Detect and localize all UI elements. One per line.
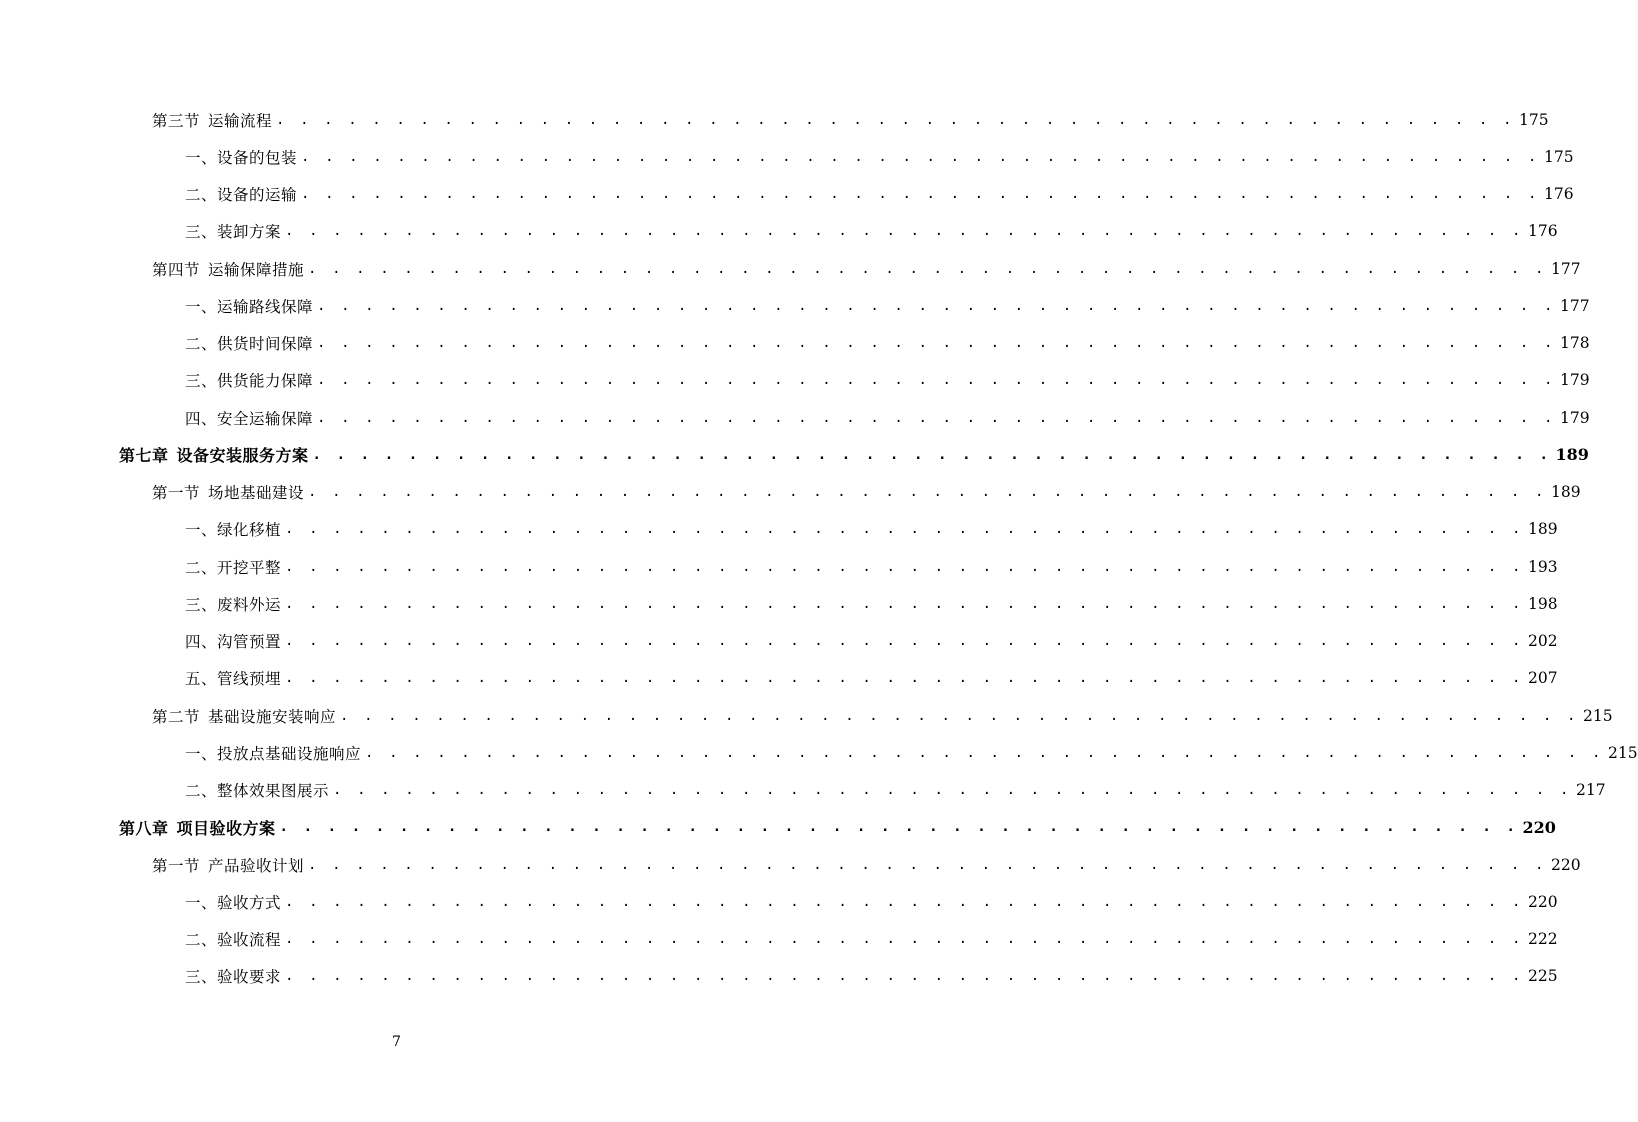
toc-entry-title xyxy=(185,369,313,391)
toc-dot-leader: . . . . . . . . . . . . . . . . . . . . . . . . . . . . . . . . . . . . . . . . . . . . . . . . . . . . xyxy=(312,446,1552,463)
toc-entry[interactable] xyxy=(0,138,1574,175)
toc-entry-label: 第七章 xyxy=(119,446,169,466)
toc-entry-text: 二、验收流程 xyxy=(185,931,282,950)
toc-entry-text: 二、供货时间保障 xyxy=(185,335,314,354)
toc-page-number: 176 xyxy=(1527,222,1558,241)
toc-entry[interactable] xyxy=(0,846,1581,883)
toc-dot-leader: . . . . . . . . . . . . . . . . . . . . . . . . . . . . . . . . . . . . . . . . . . . . . . . . . . . . xyxy=(317,372,1556,389)
toc-entry[interactable] xyxy=(0,436,1589,473)
toc-dot-leader: . . . . . . . . . . . . . . . . . . . . . . . . . . . . . . . . . . . . . . . . . . . . . . . . . . . . xyxy=(285,893,1524,910)
toc-entry[interactable] xyxy=(0,623,1558,660)
toc-entry[interactable] xyxy=(0,213,1558,250)
toc-entry-text: 三、废料外运 xyxy=(185,595,282,614)
toc-entry-text: 四、安全运输保障 xyxy=(185,409,314,428)
toc-entry[interactable] xyxy=(0,101,1549,138)
toc-entry-text: 二、开挖平整 xyxy=(185,558,282,577)
toc-page-number: 189 xyxy=(1551,483,1581,502)
toc-page-number: 189 xyxy=(1527,520,1558,539)
toc-page-number: 193 xyxy=(1527,557,1558,576)
toc-entry-title xyxy=(185,742,361,764)
toc-dot-leader: . . . . . . . . . . . . . . . . . . . . . . . . . . . . . . . . . . . . . . . . . . . . . . . . . . . . xyxy=(333,782,1572,799)
toc-page-number: 179 xyxy=(1559,371,1590,390)
toc-entry-text: 运输流程 xyxy=(208,111,273,130)
toc-entry-text: 一、设备的包装 xyxy=(185,148,298,167)
toc-entry[interactable] xyxy=(0,585,1558,622)
toc-entry-title xyxy=(185,891,281,913)
toc-entry-title xyxy=(185,965,281,987)
toc-dot-leader: . . . . . . . . . . . . . . . . . . . . . . . . . . . . . . . . . . . . . . . . . . . . . . . . . . . . xyxy=(365,744,1604,761)
toc-entry-text: 设备安装服务方案 xyxy=(176,446,309,466)
toc-dot-leader: . . . . . . . . . . . . . . . . . . . . . . . . . . . . . . . . . . . . . . . . . . . . . . . . . . . . xyxy=(285,968,1524,985)
toc-dot-leader: . . . . . . . . . . . . . . . . . . . . . . . . . . . . . . . . . . . . . . . . . . . . . . . . . . . . xyxy=(317,335,1556,352)
toc-entry[interactable] xyxy=(0,548,1558,585)
toc-entry[interactable] xyxy=(0,287,1590,324)
toc-entry-label: 第八章 xyxy=(119,818,169,838)
toc-dot-leader: . . . . . . . . . . . . . . . . . . . . . . . . . . . . . . . . . . . . . . . . . . . . . . . . . . . . xyxy=(285,595,1524,612)
toc-entry[interactable] xyxy=(0,921,1558,958)
toc-page-number: 198 xyxy=(1527,594,1558,613)
toc-entry-title xyxy=(152,258,304,280)
toc-page-number: 207 xyxy=(1527,669,1558,688)
toc-entry-title xyxy=(185,518,281,540)
toc-page-number: 177 xyxy=(1559,296,1590,315)
toc-dot-leader: . . . . . . . . . . . . . . . . . . . . . . . . . . . . . . . . . . . . . . . . . . . . . . . . . . . . xyxy=(301,186,1540,203)
page-number: 7 xyxy=(392,1034,401,1050)
toc-dot-leader: . . . . . . . . . . . . . . . . . . . . . . . . . . . . . . . . . . . . . . . . . . . . . . . . . . . . xyxy=(285,670,1524,687)
toc-dot-leader: . . . . . . . . . . . . . . . . . . . . . . . . . . . . . . . . . . . . . . . . . . . . . . . . . . . . xyxy=(317,409,1556,426)
toc-entry-text: 项目验收方案 xyxy=(176,818,276,838)
toc-entry-title xyxy=(152,854,304,876)
toc-entry-title xyxy=(185,183,297,205)
toc-dot-leader: . . . . . . . . . . . . . . . . . . . . . . . . . . . . . . . . . . . . . . . . . . . . . . . . . . . . xyxy=(285,521,1524,538)
toc-entry-text: 二、整体效果图展示 xyxy=(185,782,330,801)
toc-entry-text: 基础设施安装响应 xyxy=(208,707,337,726)
toc-entry-title xyxy=(185,220,281,242)
toc-entry-label: 第三节 xyxy=(152,111,201,130)
toc-dot-leader: . . . . . . . . . . . . . . . . . . . . . . . . . . . . . . . . . . . . . . . . . . . . . . . . . . . . xyxy=(276,111,1515,128)
toc-entry[interactable] xyxy=(0,883,1558,920)
toc-entry[interactable] xyxy=(0,697,1613,734)
toc-page-number: 225 xyxy=(1527,967,1558,986)
toc-entry[interactable] xyxy=(0,362,1590,399)
toc-page-number: 217 xyxy=(1575,781,1606,800)
toc-page-number: 220 xyxy=(1551,855,1581,874)
toc-page-number: 175 xyxy=(1519,110,1549,129)
toc-entry-title xyxy=(185,593,281,615)
toc-page-number: 177 xyxy=(1551,259,1581,278)
toc-entry-text: 三、验收要求 xyxy=(185,968,282,987)
toc-page-number: 220 xyxy=(1522,817,1556,837)
toc-dot-leader: . . . . . . . . . . . . . . . . . . . . . . . . . . . . . . . . . . . . . . . . . . . . . . . . . . . . xyxy=(308,260,1547,277)
toc-entry-title xyxy=(185,779,329,801)
toc-entry-text: 三、供货能力保障 xyxy=(185,372,314,391)
toc-entry[interactable] xyxy=(0,809,1556,846)
toc-page-number: 189 xyxy=(1555,445,1589,465)
toc-page-number: 176 xyxy=(1543,185,1574,204)
toc-dot-leader: . . . . . . . . . . . . . . . . . . . . . . . . . . . . . . . . . . . . . . . . . . . . . . . . . . . . xyxy=(301,148,1540,165)
toc-entry-text: 一、运输路线保障 xyxy=(185,297,314,316)
toc-page-number: 202 xyxy=(1527,632,1558,651)
toc-dot-leader: . . . . . . . . . . . . . . . . . . . . . . . . . . . . . . . . . . . . . . . . . . . . . . . . . . . . xyxy=(285,633,1524,650)
toc-page-number: 178 xyxy=(1559,334,1590,353)
toc-entry-title xyxy=(185,295,313,317)
toc-entry-title xyxy=(185,667,281,689)
toc-page-number: 220 xyxy=(1527,892,1558,911)
toc-entry-text: 产品验收计划 xyxy=(208,856,305,875)
toc-entry-text: 五、管线预埋 xyxy=(185,670,282,689)
toc-dot-leader: . . . . . . . . . . . . . . . . . . . . . . . . . . . . . . . . . . . . . . . . . . . . . . . . . . . . xyxy=(285,223,1524,240)
toc-entry-title xyxy=(152,705,336,727)
toc-entry[interactable] xyxy=(0,325,1590,362)
toc-dot-leader: . . . . . . . . . . . . . . . . . . . . . . . . . . . . . . . . . . . . . . . . . . . . . . . . . . . . xyxy=(308,856,1547,873)
toc-entry[interactable] xyxy=(0,511,1558,548)
toc-page-number: 222 xyxy=(1527,930,1558,949)
toc-entry-title xyxy=(152,481,304,503)
toc-entry[interactable] xyxy=(0,399,1590,436)
toc-entry-text: 运输保障措施 xyxy=(208,260,305,279)
toc-entry[interactable] xyxy=(0,176,1574,213)
toc-entry-title xyxy=(185,332,313,354)
toc-entry-title xyxy=(119,816,276,839)
toc-entry-text: 场地基础建设 xyxy=(208,484,305,503)
toc-entry-title xyxy=(119,443,309,466)
toc-entry-label: 第一节 xyxy=(152,484,201,503)
toc-entry[interactable] xyxy=(0,250,1581,287)
toc-page-number: 215 xyxy=(1607,743,1638,762)
toc-page-number: 215 xyxy=(1583,706,1613,725)
table-of-contents xyxy=(0,101,1638,995)
toc-entry-title xyxy=(185,556,281,578)
toc-entry-title xyxy=(185,630,281,652)
toc-entry-label: 第二节 xyxy=(152,707,201,726)
toc-dot-leader: . . . . . . . . . . . . . . . . . . . . . . . . . . . . . . . . . . . . . . . . . . . . . . . . . . . . xyxy=(285,931,1524,948)
toc-entry-title xyxy=(185,928,281,950)
toc-entry-title xyxy=(152,109,272,131)
toc-entry[interactable] xyxy=(0,958,1558,995)
toc-entry[interactable] xyxy=(0,474,1581,511)
toc-page-number: 175 xyxy=(1543,147,1574,166)
toc-entry[interactable] xyxy=(0,734,1638,771)
toc-entry-label: 第四节 xyxy=(152,260,201,279)
toc-entry-title xyxy=(185,407,313,429)
toc-entry-text: 二、设备的运输 xyxy=(185,186,298,205)
toc-entry-text: 四、沟管预置 xyxy=(185,633,282,652)
toc-dot-leader: . . . . . . . . . . . . . . . . . . . . . . . . . . . . . . . . . . . . . . . . . . . . . . . . . . . . xyxy=(285,558,1524,575)
toc-entry-text: 一、验收方式 xyxy=(185,893,282,912)
toc-entry[interactable] xyxy=(0,772,1606,809)
toc-dot-leader: . . . . . . . . . . . . . . . . . . . . . . . . . . . . . . . . . . . . . . . . . . . . . . . . . . . . xyxy=(279,819,1519,836)
toc-entry-text: 一、投放点基础设施响应 xyxy=(185,744,362,763)
toc-entry-text: 三、装卸方案 xyxy=(185,223,282,242)
toc-page-number: 179 xyxy=(1559,408,1590,427)
toc-dot-leader: . . . . . . . . . . . . . . . . . . . . . . . . . . . . . . . . . . . . . . . . . . . . . . . . . . . . xyxy=(317,297,1556,314)
toc-dot-leader: . . . . . . . . . . . . . . . . . . . . . . . . . . . . . . . . . . . . . . . . . . . . . . . . . . . . xyxy=(308,484,1547,501)
toc-entry-label: 第一节 xyxy=(152,856,201,875)
toc-dot-leader: . . . . . . . . . . . . . . . . . . . . . . . . . . . . . . . . . . . . . . . . . . . . . . . . . . . . xyxy=(340,707,1579,724)
toc-entry[interactable] xyxy=(0,660,1558,697)
toc-entry-text: 一、绿化移植 xyxy=(185,521,282,540)
toc-entry-title xyxy=(185,146,297,168)
